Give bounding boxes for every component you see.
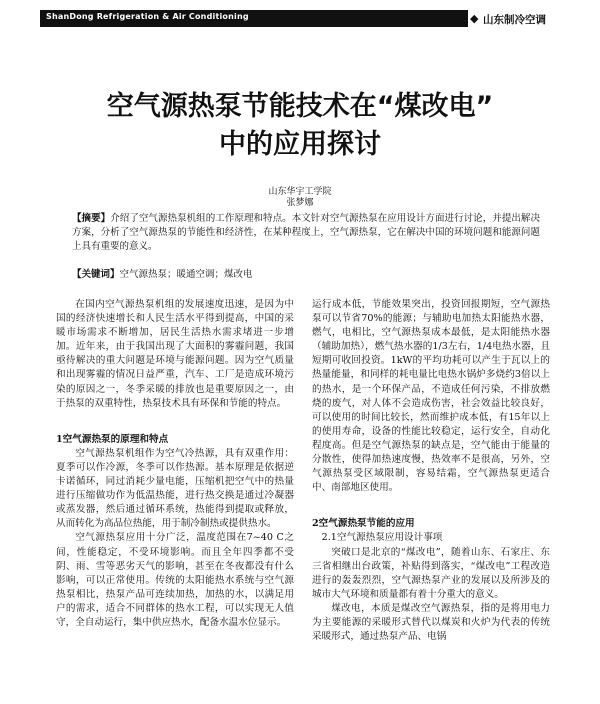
abstract: [72, 212, 540, 254]
section-2-paragraph-2: 煤改电，本质是煤改空气源热泵，指的是将用电力为主要能源的采暖形式替代以煤炭和火炉为代表的传统采暖形式，通过热泵产品、电锅: [312, 602, 550, 643]
section-1-paragraph-2: 空气源热泵应用十分广泛，温度范围在7~40 C之间，性能稳定，不受环境影响。而且全年四季都不受阴、雨、雪等恶劣天气的影响，甚至在冬夜都没有什么影响，可以正常使用。传统的太阳能热水系统与空气源热泵相比，热泵产品可连续加热，加热的水，以满足用户的需求，适合不同群体的热水工程，可以实现无人值守，全自动运行，集中供应热水，配备水温水位显示。: [56, 532, 294, 628]
author-name: 张梦娜: [286, 198, 314, 208]
section-1-paragraph-1: 空气源热泵机组作为空气冷热源，具有双重作用：夏季可以作冷源，冬季可以作热源。基本原理是依据逆卡诺循环，同过消耗少量电能，压缩机把空气中的热量进行压缩做功作为低温热能，进行热交换是通过冷凝器或蒸发器，然后通过循环系统，热能得到提取或释放，从而转化为高品位热能，用于制冷制热或提供热水。: [56, 447, 294, 530]
abstract-text: 介绍了空气源热泵机组的工作原理和特点。本文针对空气源热泵在应用设计方面进行讨论，并提出解决方案，分析了空气源热泵的节能性和经济性，在某种程度上，空气源热泵，它在解决中国的环境问题和能源问题上具有重要的意义。: [72, 213, 540, 252]
right-column: [312, 298, 550, 644]
section-2-paragraph-1: 突破口是北京的“煤改电”，随着山东、石家庄、东三省相继出台政策，补贴得到落实，“煤改电”工程改造进行的轰轰烈烈，空气源热泵产业的发展以及所涉及的城市大气环境和质量都有着十分重大的意义。: [312, 546, 550, 600]
continued-paragraph: 运行成本低，节能效果突出，投资回报期短，空气源热泵可以节省70%的能源；与辅助电加热太阳能热水器，燃气，电相比，空气源热泵成本最低，是太阳能热水器（辅助加热），燃气热水器的1/3左右，1/4电热水器，且短期可收回投资。1kW的平均功耗可以产生于瓦以上的热量能量，和同样的耗电量比电热水锅炉多烧约3倍以上的热水，是一个环保产品，不造成任何污染，不排放燃烧的废气，对人体不会造成伤害，社会效益比较良好，可以使用的时间比较长，然而维护成本低，有15年以上的使用寿命，设备的性能比较稳定，运行安全，自动化程度高。但是空气源热泵的缺点是，空气能由于能量的分散性，使得加热速度慢，热效率不是很高，另外，空气源热泵受区域限制，容易结霜，空气源热泵更适合中、南部地区使用。: [312, 299, 550, 494]
abstract-label: 【摘要】: [72, 213, 111, 224]
section-2-heading: 2空气源热泵节能的应用: [312, 518, 415, 530]
section-1-heading: 1空气源热泵的原理和特点: [56, 433, 169, 445]
section-2-1-heading: 2.1空气源热泵应用设计事项: [321, 532, 443, 544]
keywords: [72, 268, 540, 282]
journal-name-en: ShanDong Refrigeration & Air Conditioning: [46, 12, 249, 21]
left-column: [56, 298, 294, 630]
diamond-icon: ◆: [470, 12, 479, 25]
title-line-1: 空气源热泵节能技术在“煤改电”: [106, 91, 494, 122]
title-line-2: 中的应用探讨: [219, 129, 381, 160]
affiliation-block: [200, 187, 400, 209]
article-title: [40, 88, 560, 164]
affiliation-org: 山东华宇工学院: [268, 187, 332, 197]
journal-name-cn-box: [468, 10, 598, 27]
keywords-label: 【关键词】: [72, 269, 120, 280]
intro-paragraph: 在国内空气源热泵机组的发展速度迅速，是因为中国的经济快速增长和人民生活水平得到提高，中国的采暖市场需求不断增加，居民生活热水需求堵进一步增加。近年来，由于我国出现了大面积的雾霾问题，我国亟待解决的重大问题是环境与能源问题。因为空气质量和出现雾霾的情况日益严重，汽车、工厂是造成环境污染的原因之一，冬季采暖的排放也是重要原因之一，由于热泵的双重特性，热泵技术具有环保和节能的特点。: [56, 299, 294, 409]
journal-name-cn: 山东制冷空调: [483, 14, 546, 26]
keywords-text: 空气源热泵；暖通空调；煤改电: [119, 269, 253, 280]
